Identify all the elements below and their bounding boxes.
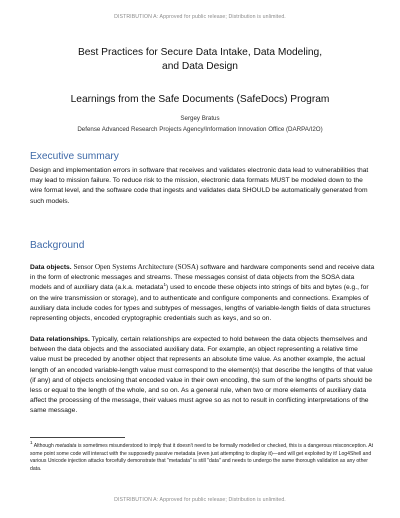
distribution-statement-bottom: DISTRIBUTION A: Approved for public release; Distribution is unlimited. <box>114 497 286 503</box>
footnote-text-b: is sometimes misunderstood to imply that it doesn't need to be formally modelled or checked, this is a dangerous misconception. At some point some code will interact with the supposedly passive metadata (even just attempting to display it)—and will get exploited by it! Log4Shell and various Unicode injection attacks forcefully demonstrate that "metadata" is still "data" and needs to undergo the same thorough validation as any other data. <box>30 443 374 472</box>
footnote-separator <box>30 437 125 438</box>
footnote-number: 1 <box>30 440 33 445</box>
footnote-italic-term: metadata <box>55 443 77 449</box>
heading-background: Background <box>30 240 85 251</box>
heading-executive-summary: Executive summary <box>30 151 119 162</box>
distribution-statement-top: DISTRIBUTION A: Approved for public release; Distribution is unlimited. <box>114 14 286 20</box>
sosa-term: Sensor Open Systems Architecture (SOSA) <box>73 263 199 271</box>
data-relationships-paragraph <box>30 335 375 417</box>
document-title-line-2: and Data Design <box>162 60 238 72</box>
executive-summary-paragraph: Design and implementation errors in software that receives and validates electronic data lead to vulnerabilities that may lead to mission failure. To reduce risk to the mission, electronic data formats MUST be modeled down to the wire format level, and the software code that ingests and validates data SHOULD be automatically generated from such models. <box>30 167 369 205</box>
footnote <box>30 440 375 473</box>
data-relationships-lead: Data relationships. <box>30 336 90 343</box>
data-objects-text-a: software and hardware components send and receive data in the form of electronic messages and streams. These messages consist of data objects from the SOSA data models and of auxiliary data (a.k.a. metadata <box>30 264 375 292</box>
document-title-line-1: Best Practices for Secure Data Intake, Data Modeling, <box>77 47 323 58</box>
footnote-reference[interactable]: 1 <box>163 282 167 288</box>
data-relationships-text: Typically, certain relationships are expected to hold between the data objects themselves and between the data objects and the associated auxiliary data. For example, an object representing a relative time value must be preceded by another object that represents an absolute time value. As another example, the actual length of an encoded variable-length value must correspond to the element(s) that describe the lengths of that value (if any) and of objects enclosing that encoded value in their own encoding, the sum of the lengths of parts should be less or equal to the length of the whole, and so on. As a general rule, when two or more elements of auxiliary data affect the processing of the message, their values must agree so as not to result in conflicting interpretations of the same message. <box>30 336 373 415</box>
author-name: Sergey Bratus <box>180 115 220 122</box>
document-subtitle: Learnings from the Safe Documents (SafeDocs) Program <box>70 94 330 105</box>
data-objects-lead: Data objects. <box>30 264 72 271</box>
author-affiliation: Defense Advanced Research Projects Agency/Information Innovation Office (DARPA/I2O) <box>77 126 323 133</box>
document-title <box>40 46 360 73</box>
footnote-text-a: Although <box>32 443 56 449</box>
data-objects-text-b: ) used to encode these objects into strings of bits and bytes (e.g., for on the wire transmission or storage), and to authenticate and configure components and connections. Examples of auxiliary data include codes for types and subtypes of messages, lengths of variable-length fields of data structures representing objects, encoded cryptographic credentials such as keys, and so on. <box>30 284 371 323</box>
data-objects-paragraph <box>30 262 375 324</box>
